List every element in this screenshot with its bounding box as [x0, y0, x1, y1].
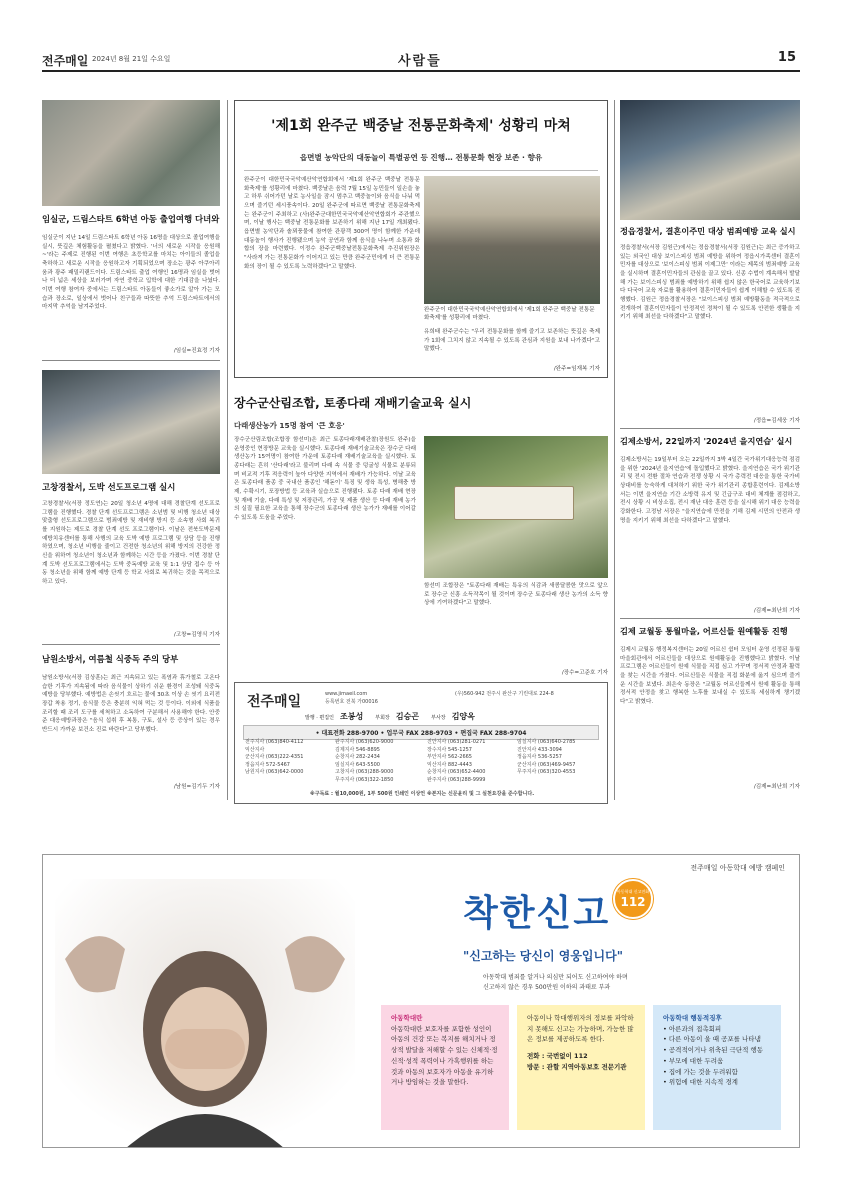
- director-name: 김양옥: [451, 712, 475, 721]
- gochang-body: 고창경찰서(서장 정도연)는 20일 청소년 4명에 대해 경찰단계 선도프로그램을 진행했다. 경찰 단계 선도프로그램은 소년범 및 비행 청소년 대상 맞춤형 선도프로그램으로 범죄예방 및 재비행 방지 등 소속형 사회 복귀를 지원하는 제도로 경찰 단계 선도 프로그램이다. 이날은 전북도박문제예방치유센터를 통해 사행의 교육 도박 예방 프로그램 및 상담 등을 진행하였으며, 청소년 비행을 줄이고 건전한 청소년의 위해 방지의 건강한 정신을 위하여 청소년이 청소년과 함께하는 시간 등을 가졌다. 이번 경찰 단계 도박 선도프로그램에서는 도박 중독예방 교육 및 1:1 상담 접수 등 아동 청소년을 위해 함께 예방 단계 등 학교 사회로 복귀하는 것을 목적으로 하고 있다.: [42, 501, 220, 585]
- badge-text: 아동학대 신고전화: [616, 889, 650, 894]
- branch-col-1: [245, 739, 331, 777]
- namwon-headline: 남원소방서, 여름철 식중독 주의 당부: [42, 654, 179, 664]
- jangsu-body-2: 함선미 조합장은 "토종다래 재배는 특유의 식감과 새콤달콤한 맛으로 앞으로 장수군 신흥 소득작목이 될 것이며 장수군 토종다래 생산 농가의 소득 향상에 기여하겠다"고 말했다.: [424, 583, 608, 607]
- box3-item: • 공격적이거나 위축된 극단적 행동: [663, 1046, 764, 1055]
- ad-campaign: 전주매일 아동학대 예방 캠페인: [690, 864, 785, 872]
- gimje2-headline: 김제 교월동 통월마을, 어르신들 원예활동 진행: [620, 626, 788, 636]
- jangsu-subtitle: 다래생산농가 15명 참여 '큰 호응': [234, 421, 345, 430]
- branch-line: 장수지사 545-1257: [427, 746, 472, 753]
- box2-visit: 방문 : 관할 지역아동보호 전문기관: [527, 1062, 627, 1071]
- branch-line: 무주지사 (063)320-4553: [517, 769, 576, 775]
- ad-box-report: [517, 1005, 645, 1130]
- gochang-headline: 고창경찰서, 도박 선도프로그램 실시: [42, 482, 176, 492]
- ad-desc-line: 신고하지 않은 경우 500만원 이하의 과태료 부과: [483, 983, 611, 991]
- vice-label: 부회장: [375, 715, 390, 721]
- divider: [42, 360, 220, 361]
- branch-line: 순창지사 (063)652-4400: [427, 769, 486, 775]
- branch-line: 임실지사 (063)640-2785: [517, 739, 576, 745]
- ad-title: 착한신고: [463, 893, 611, 934]
- main-byline: /완주=임재복 기자: [553, 366, 600, 372]
- masthead-url: www.jimaeil.com: [325, 691, 368, 697]
- branch-line: 진안지사 (063)281-0271: [427, 739, 486, 745]
- branch-line: 순창지사 282-2434: [335, 754, 380, 760]
- namwon-byline: /남원=김기두 기자: [173, 784, 220, 790]
- gimje1-headline: 김제소방서, 22일까지 '2024년 을지연습' 실시: [620, 436, 793, 446]
- box2-phone: 전화 : 국번없이 112: [527, 1052, 588, 1061]
- branch-line: 전주지사 (063)840-4112: [245, 739, 304, 745]
- main-caption: 완주군이 대한민국국악예산악연합회에서 '제1회 완주군 백중날 전통문화축제'를 성황리에 마쳤다.: [424, 307, 595, 322]
- vice-name: 김승곤: [395, 712, 420, 721]
- column-rule: [614, 100, 615, 800]
- jangsu-byline: /장수=고준호 기자: [561, 670, 608, 676]
- ad-person-illustration: [55, 879, 355, 1148]
- gimje1-byline: /김제=최난희 기자: [753, 608, 800, 614]
- jeongeup-headline: 정읍경찰서, 결혼이주민 대상 범죄예방 교육 실시: [620, 226, 796, 236]
- branch-line: 임실지사 643-5500: [335, 761, 380, 768]
- column-rule: [227, 100, 228, 800]
- jeongeup-byline: /정읍=김세웅 기자: [753, 418, 800, 424]
- divider: [244, 170, 598, 171]
- header-rule: [42, 70, 800, 72]
- badge-number: 112: [620, 895, 646, 909]
- issuer-label: 발행 · 편집인: [305, 715, 334, 721]
- jeongeup-body: 정읍경찰서(서장 김원근)에서는 정읍경찰서(서장 김원근)는 최근 증가하고 있는 외국인 대상 보이스피싱 범죄 예방을 위하여 정읍시가족센터 결혼이민자를 대상으로 '보이스피싱 범죄 이제그만' 이라는 제목의 범죄예방 교육을 실시하며 결혼이민자들의 관심을 끌고 있다. 신종 수법이 계속해서 발달 해 가는 보이스피싱 범죄를 예방하기 위해 쉽지 않은 한국어로 교육하기보다 다국어 교육 자료를 활용하여 결혼이민자들이 쉽게 이해할 수 있도록 진행했다. 김원근 정읍경찰서장은 "보이스피싱 범죄 예방활동을 적극적으로 전개하여 결혼이민자들이 안정적인 정착이 될 수 있도록 안전한 생활을 지키기 위해 최선을 다하겠다"고 말했다.: [620, 245, 800, 321]
- divider: [620, 428, 800, 429]
- namwon-body: 남원소방서(서장 김상훈)는 최근 지속되고 있는 폭염과 휴가철로 고온다습한 기후가 지속됨에 따라 음식물이 상하기 쉬운 환경이 조성돼 식중독 예방을 당부했다. 예방법은 손씻기 흐르는 물에 30초 이상 손 씻기 요리전 장갑 착용 정기, 음식물 등은 충분히 익혀 먹는 것 등이다. 이외에 식품을 조리할 때 조리 도구를 세척하고 소독하여 구분해서 사용해야 한다. 안중준 대응예방과장은 "음식 섭취 후 복통, 구토, 설사 등 증상이 있는 경우 반드시 가까운 보건소 진료 바란다"고 당부했다.: [42, 675, 220, 733]
- box3-item: • 위험에 대한 지속적 경계: [663, 1078, 738, 1087]
- box1-text: 아동학대란 보호자를 포함한 성인이 아동의 건강 또는 복지를 해치거나 정상적 발달을 저해할 수 있는 신체적·정신적·성적 폭력이나 가혹행위를 하는 것과 아동의 보호자가 아동을 유기하거나 방임하는 것을 말한다.: [391, 1024, 498, 1087]
- masthead-staff: [305, 711, 475, 722]
- imsil-photo: [42, 100, 220, 206]
- box3-item: • 아른과의 접촉회피: [663, 1024, 722, 1033]
- page-number: 15: [777, 50, 796, 65]
- branch-line: 군산지사 (063)469-9457: [517, 761, 576, 768]
- gimje2-body: 김제시 교월동 행정복지센터는 20일 어르신 쉼터 모임터 운영 선정된 통월마을회관에서 어르신들을 대상으로 원예활동을 진행했다고 밝혔다. 이날 프로그램은 어르신들이 원예 식물을 직접 심고 가꾸며 정서적 안정과 활력을 찾는 시간을 가졌다. 어르신들은 식물을 직접 화분에 옮겨 심으며 즐거운 시간을 보냈다. 최은숙 동장은 "교월동 어르신들께서 원예 활동을 통해 정서적 안정을 찾고 행복한 노후를 보내실 수 있도록 세심하게 챙기겠다"고 밝혔다.: [620, 647, 800, 705]
- ad-slogan: "신고하는 당신이 영웅입니다": [463, 949, 623, 963]
- imsil-headline: 임실군, 드림스타트 6학년 아동 출업여행 다녀와: [42, 214, 220, 224]
- branch-line: 무주지사 (063)322-1850: [335, 776, 394, 783]
- main-headline: '제1회 완주군 백중날 전통문화축제' 성황리 마쳐: [271, 118, 571, 134]
- child-abuse-ad: [42, 854, 800, 1148]
- branch-col-4: [517, 739, 605, 777]
- section-title: 사람들: [398, 54, 442, 69]
- branch-line: 정읍지사 572-5467: [245, 761, 290, 768]
- branch-col-3: [427, 739, 513, 784]
- box3-item: • 부모에 대한 두려움: [663, 1056, 724, 1065]
- branch-line: 남원지사 (063)642-0000: [245, 769, 304, 775]
- branch-line: 완주지사 (063)288-9999: [427, 776, 486, 783]
- badge-112-icon: [613, 879, 653, 919]
- branch-col-2: [335, 739, 421, 784]
- issue-date: 2024년 8월 21일 수요일: [92, 55, 171, 63]
- gimje1-body: 김제소방서는 19일부터 오는 22일까지 3박 4일간 국가위기대응능력 점검을 위한 '2024년 을지연습'에 돌입했다고 밝혔다. 을지연습은 국가 위기관리 및 전시 전환 절차 연습과 전쟁 상황 시 국가 총력전 대응을 통한 국가비상대비를 능숙하게 대처하기 위한 국가 위기관리 종합훈련이다. 김제소방서는 이번 을지연습 기간 소방력 유지 및 긴급구조 대비 체계를 점검하고, 전시 상황 시 비상소집, 전시 재난 대응 훈련 등을 실시해 위기 대응 능력을 강화한다. 고정남 서장은 "을지연습에 만전을 기해 김제 시민의 안전과 생명을 지키기 위해 최선을 다하겠다"고 말했다.: [620, 457, 800, 524]
- box3-item: • 다른 아동이 울 때 공포를 나타냄: [663, 1035, 761, 1044]
- jeongeup-photo: [620, 100, 800, 220]
- masthead-address: (우)560-942 전주시 완산구 기린대로 224-8: [455, 691, 554, 697]
- box3-item: • 집에 가는 것을 두려워함: [663, 1067, 738, 1076]
- main-photo: [424, 176, 600, 304]
- gimje2-byline: /김제=최난희 기자: [753, 784, 800, 790]
- gochang-photo: [42, 370, 220, 474]
- branch-line: 익산지사 882-4443: [427, 761, 472, 768]
- branch-line: 완주지사 (063)620-9000: [335, 739, 394, 745]
- masthead-logo: 전주매일: [247, 694, 302, 710]
- ad-box-definition: [381, 1005, 509, 1130]
- masthead-phones: • 대표전화 288-9700 • 업무국 FAX 288-9703 • 편집국 FAX 288-9704: [243, 725, 599, 740]
- box3-head: 아동학대 행동적징후: [663, 1014, 722, 1022]
- imsil-byline: /임실=진효정 기자: [173, 348, 220, 354]
- jangsu-headline: 장수군산림조합, 토종다래 재배기술교육 실시: [234, 396, 472, 410]
- main-body: 완주군이 대한민국국악예산악연합회에서 '제1회 완주군 백중날 전통문화축제'를 성황리에 마쳤다. 백중날은 음력 7월 15일 농민들이 일손을 놓고 하루 쉬어가던 날로 농사일을 잠시 멈추고 백중놀이와 음식을 나눠 먹으며 즐기던 세시풍속이다. 20일 완주군에 따르면 백중날 전통문화축제는 완주군이 주최하고 (사)완주군대한민국국악예산악연합회가 주관했으며, 이날 행사는 백중날 전통문화를 보존하기 위해 지난 17일 개최됐다. 읍면별 농악단과 솔뫼풍물에 참여한 관광객 300여 명이 함께한 가운데 대동놀이 행사가 진행됐으며 농악 공연과 함께 음식을 나누며 소통과 화합의 장을 마련했다. 이정수 완주군백중날전통문화축제 추진위원장은 "사라져 가는 전통문화가 이어지고 있는 만큼 완주군민에게 더 큰 전통문화의 장이 될 수 있도록 노력하겠다"고 말했다.: [244, 177, 420, 270]
- main-body-2: 유희태 완주군수는 "우리 전통문화를 함께 즐기고 보존하는 뜻깊은 축제가 1회에 그치지 않고 지속될 수 있도록 관심과 지원을 보내 나가겠다"고 말했다.: [424, 329, 600, 353]
- gochang-byline: /고창=김영식 기자: [173, 632, 220, 638]
- ad-box-signs: [653, 1005, 781, 1130]
- box1-head: 아동학대란: [391, 1014, 423, 1022]
- imsil-body: 임실군이 지난 14일 드림스타트 6학년 아동 16명을 대상으로 졸업여행을 실시, 뜻깊은 체험활동을 펼쳤다고 밝혔다. '너의 새로운 시작을 응원해~'라는 주제로 진행된 이번 여행은 초등학교를 마치는 아이들의 졸업을 축하하고 새로운 시작을 응원하고자 기획되었으며 장소는 광주 아쿠아리움과 광주 패밀리랜드이다. 드림스타트 출업 여행인 16명과 임실을 벗어나 더 넓은 세상을 보러가며 자연 중학교 입학에 대한 기대감을 나눴다. 이번 여행 참여자 중에서는 드림스타트 아동들이 좋소가로 알아 가는 모습과 장소로, 일상에서 벗어나 친구들과 따뜻한 추억 드림스타트에서의 마지막 추억을 남겨주었다.: [42, 235, 220, 311]
- masthead-registration: 등록번호 전북 가00016: [325, 699, 378, 705]
- ad-desc-line: 아동학대 범죄를 알거나 의심만 되어도 신고하여야 하며: [483, 974, 628, 981]
- branch-line: 익산지사: [245, 746, 265, 753]
- branch-line: 부안지사 562-2665: [427, 754, 472, 760]
- branch-line: 김제지사 546-8895: [335, 746, 380, 753]
- branch-line: 정읍지사 536-5257: [517, 754, 562, 760]
- branch-line: 군산지사 (063)222-4351: [245, 754, 304, 760]
- paper-name: 전주매일: [42, 54, 89, 68]
- divider: [620, 618, 800, 619]
- main-subtitle: 읍면별 농악단의 대동놀이 특별공연 등 진행… 전통문화 현장 보존 · 향유: [299, 153, 543, 162]
- issuer-name: 조봉성: [340, 712, 364, 721]
- ad-description: [483, 973, 628, 992]
- masthead-box: [234, 682, 608, 804]
- divider: [42, 644, 220, 645]
- branch-line: 진안지사 433-3094: [517, 746, 562, 753]
- masthead-notice: ※구독료 : 월10,000원, 1부 500원 인쇄인 이상언 ※본지는 신문윤리 및 그 실천요강을 준수합니다.: [309, 791, 535, 797]
- box2-text: 아동이나 학대행위자의 정보를 파악하지 못해도 신고는 가능하며, 가능한 많은 정보를 제공하도록 한다.: [527, 1014, 634, 1044]
- director-label: 부사장: [431, 715, 446, 721]
- jangsu-body: 장수군산림조합(조합장 함선미)은 최근 토종다래재배관찰(장원도 완주)을 운영중인 현장방문 교육을 실시했다. 토종다래 재배기술교육은 장수군 다래생산농가 15여명이 참여한 가운데 토종다래 재배기술교육을 실시했다. 토종다래는 흔히 '산다래'라고 불리며 다래 속 식물 중 덩굴성 식물로 분류되며 비교적 기후 적응력이 높아 다양한 지역에서 재배가 가능하다. 이날 교육은 토종다래 품종 중 국내산 품종인 '해돋이' 특징 및 생육 특성, 병해충 방제, 수확시기, 포장방법 등 교육과 실습으로 진행됐다. 토종 다래 재배 현장 및 재배 기술, 다래 특성 및 저장관리, 가공 및 제품 생산 등 다래 재배 농가의 실질 필요한 교육을 통해 장수군의 토종다래 생산 농가가 재배를 이어갈 수 있도록 도움을 주었다.: [234, 437, 416, 521]
- branch-line: 고창지사 (063)288-9000: [335, 769, 394, 775]
- jangsu-photo: [424, 436, 608, 578]
